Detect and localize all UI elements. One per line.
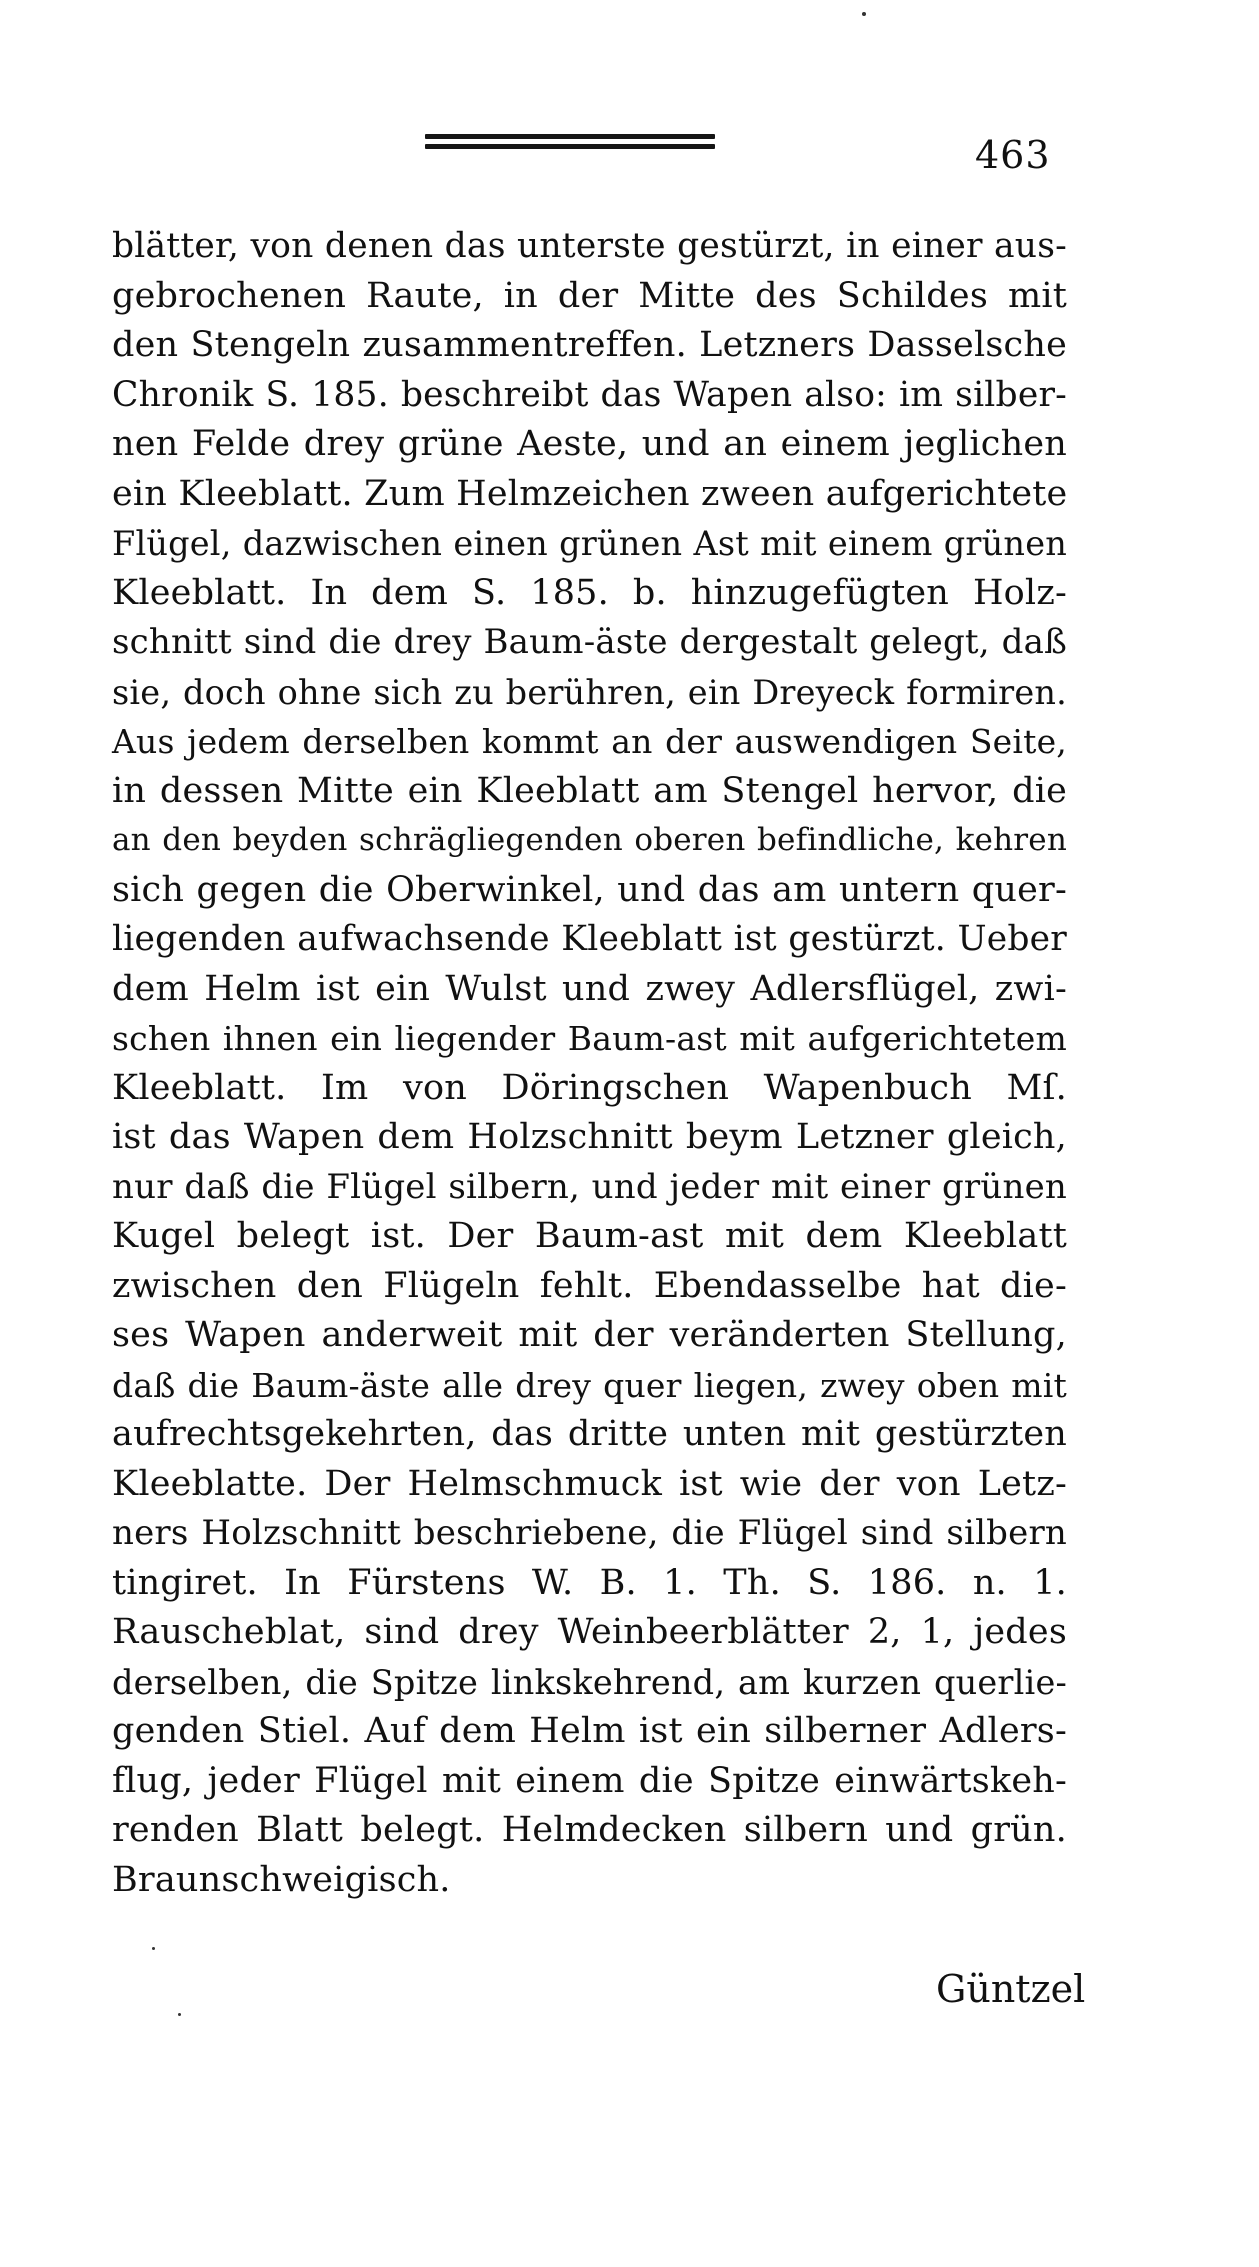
header-rule-bottom [425,144,715,149]
text-line: ein Kleeblatt. Zum Helmzeichen zween aufgerichtete [112,473,1068,514]
text-line: an den beyden schrägliegenden oberen befindliche, kehren [112,822,1067,858]
text-line-last: Braunschweigisch. [112,1859,451,1900]
text-line: schnitt sind die drey Baum-äste dergestalt gelegt, daß [112,622,1067,662]
header-rule-top [425,134,715,139]
text-line: nen Felde drey grüne Aeste, und an einem jeglichen [112,424,1067,464]
text-line: sie, doch ohne sich zu berühren, ein Dreyeck formiren. [112,672,1067,712]
text-line: Rauscheblat, sind drey Weinbeerblätter 2, 1, jedes [112,1612,1067,1652]
ink-speck [178,2013,181,2016]
text-line: in dessen Mitte ein Kleeblatt am Stengel hervor, die [112,770,1067,811]
text-line: Kleeblatte. Der Helmschmuck ist wie der von Letz- [112,1463,1067,1504]
text-line: dem Helm ist ein Wulst und zwey Adlersflügel, zwi- [112,968,1067,1009]
text-line: flug, jeder Flügel mit einem die Spitze einwärtskeh- [112,1760,1067,1801]
catchword: Güntzel [936,1967,1086,2011]
text-line: schen ihnen ein liegender Baum-ast mit aufgerichtetem [112,1019,1067,1058]
text-line: gebrochenen Raute, in der Mitte des Schildes mit [112,275,1067,316]
text-line: Aus jedem derselben kommt an der auswendigen Seite, [112,722,1067,761]
text-line: ses Wapen anderweit mit der veränderten Stellung, [112,1315,1067,1355]
text-line: ners Holzschnitt beschriebene, die Flügel sind silbern [112,1513,1067,1553]
text-line: derselben, die Spitze linkskehrend, am kurzen querlie- [112,1662,1067,1702]
text-line: Flügel, dazwischen einen grünen Ast mit einem grünen [112,524,1067,563]
text-line: nur daß die Flügel silbern, und jeder mit einer grünen [112,1166,1067,1207]
text-line: liegenden aufwachsende Kleeblatt ist gestürzt. Ueber [112,919,1067,959]
text-line: renden Blatt belegt. Helmdecken silbern und grün. [112,1810,1067,1850]
text-line: zwischen den Flügeln fehlt. Ebendasselbe hat die- [112,1265,1067,1306]
text-line: den Stengeln zusammentreffen. Letzners Dasselsche [112,325,1067,365]
ink-speck [152,1947,155,1950]
text-line: Kleeblatt. Im von Döringschen Wapenbuch Mſ. [112,1067,1067,1108]
text-line: Kleeblatt. In dem S. 185. b. hinzugefügten Holz- [112,572,1067,613]
text-line: blätter, von denen das unterste gestürzt, in einer aus- [112,226,1067,266]
text-line: Chronik S. 185. beschreibt das Wapen also: im silber- [112,374,1067,415]
text-line: aufrechtsgekehrten, das dritte unten mit gestürzten [112,1414,1067,1454]
text-line: tingiret. In Fürstens W. B. 1. Th. S. 186. n. 1. [112,1562,1067,1603]
text-line: daß die Baum-äste alle drey quer liegen, zwey oben mit [112,1365,1067,1405]
body-text [112,222,1067,1905]
text-line: genden Stiel. Auf dem Helm ist ein silberner Adlers- [112,1711,1067,1751]
ink-speck [862,12,866,16]
text-line: Kugel belegt ist. Der Baum-ast mit dem Kleeblatt [112,1216,1067,1256]
text-line: sich gegen die Oberwinkel, und das am untern quer- [112,869,1067,910]
text-line: ist das Wapen dem Holzschnitt beym Letzner gleich, [112,1117,1067,1157]
page-number: 463 [975,133,1051,177]
